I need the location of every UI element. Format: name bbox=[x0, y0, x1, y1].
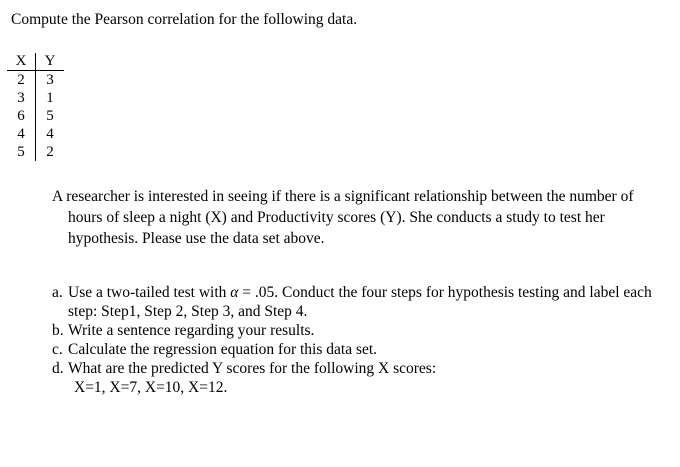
task-text: Calculate the regression equation for this data set. bbox=[68, 341, 378, 358]
task-item bbox=[52, 359, 662, 397]
task-label: d. bbox=[52, 360, 64, 377]
task-label: a. bbox=[52, 284, 63, 301]
task-text: What are the predicted Y scores for the following X scores: bbox=[68, 360, 437, 377]
task-item bbox=[52, 283, 662, 321]
task-list bbox=[52, 283, 662, 397]
cell-x: 2 bbox=[7, 71, 36, 90]
alpha-symbol: α bbox=[230, 284, 239, 301]
table-row bbox=[7, 125, 64, 143]
data-table bbox=[7, 53, 64, 161]
cell-y: 4 bbox=[46, 126, 54, 142]
header-y: Y bbox=[36, 53, 65, 71]
task-text-start: Use a two-tailed test with bbox=[68, 284, 231, 301]
table-header-row bbox=[7, 53, 64, 71]
problem-heading: Compute the Pearson correlation for the following data. bbox=[11, 11, 358, 28]
cell-x: 4 bbox=[7, 125, 36, 143]
cell-y: 5 bbox=[46, 108, 54, 124]
task-text-end: = .05. Conduct the four steps for hypothesis testing and label each step: Step1, Step 2, Step 3, and Step 4. bbox=[68, 284, 652, 320]
cell-x: 3 bbox=[7, 89, 36, 107]
table-row bbox=[7, 71, 64, 90]
table-row bbox=[7, 107, 64, 125]
x-scores-list: X=1, X=7, X=10, X=12. bbox=[74, 379, 228, 396]
cell-y: 1 bbox=[46, 90, 54, 106]
task-item bbox=[52, 321, 662, 340]
task-label: c. bbox=[52, 341, 63, 358]
cell-y: 2 bbox=[46, 144, 54, 160]
table-row bbox=[7, 89, 64, 107]
task-text: Write a sentence regarding your results. bbox=[68, 322, 315, 339]
task-label: b. bbox=[52, 322, 64, 339]
cell-x: 5 bbox=[7, 143, 36, 161]
cell-y: 3 bbox=[46, 72, 54, 88]
table-row bbox=[7, 143, 64, 161]
scenario-paragraph: A researcher is interested in seeing if there is a significant relationship between the number of hours of sleep a night (X) and Productivity scores (Y). She conducts a study to test her hypothesis. Please use the data set above. bbox=[52, 188, 634, 247]
cell-x: 6 bbox=[7, 107, 36, 125]
header-x: X bbox=[7, 53, 36, 71]
task-item bbox=[52, 340, 662, 359]
